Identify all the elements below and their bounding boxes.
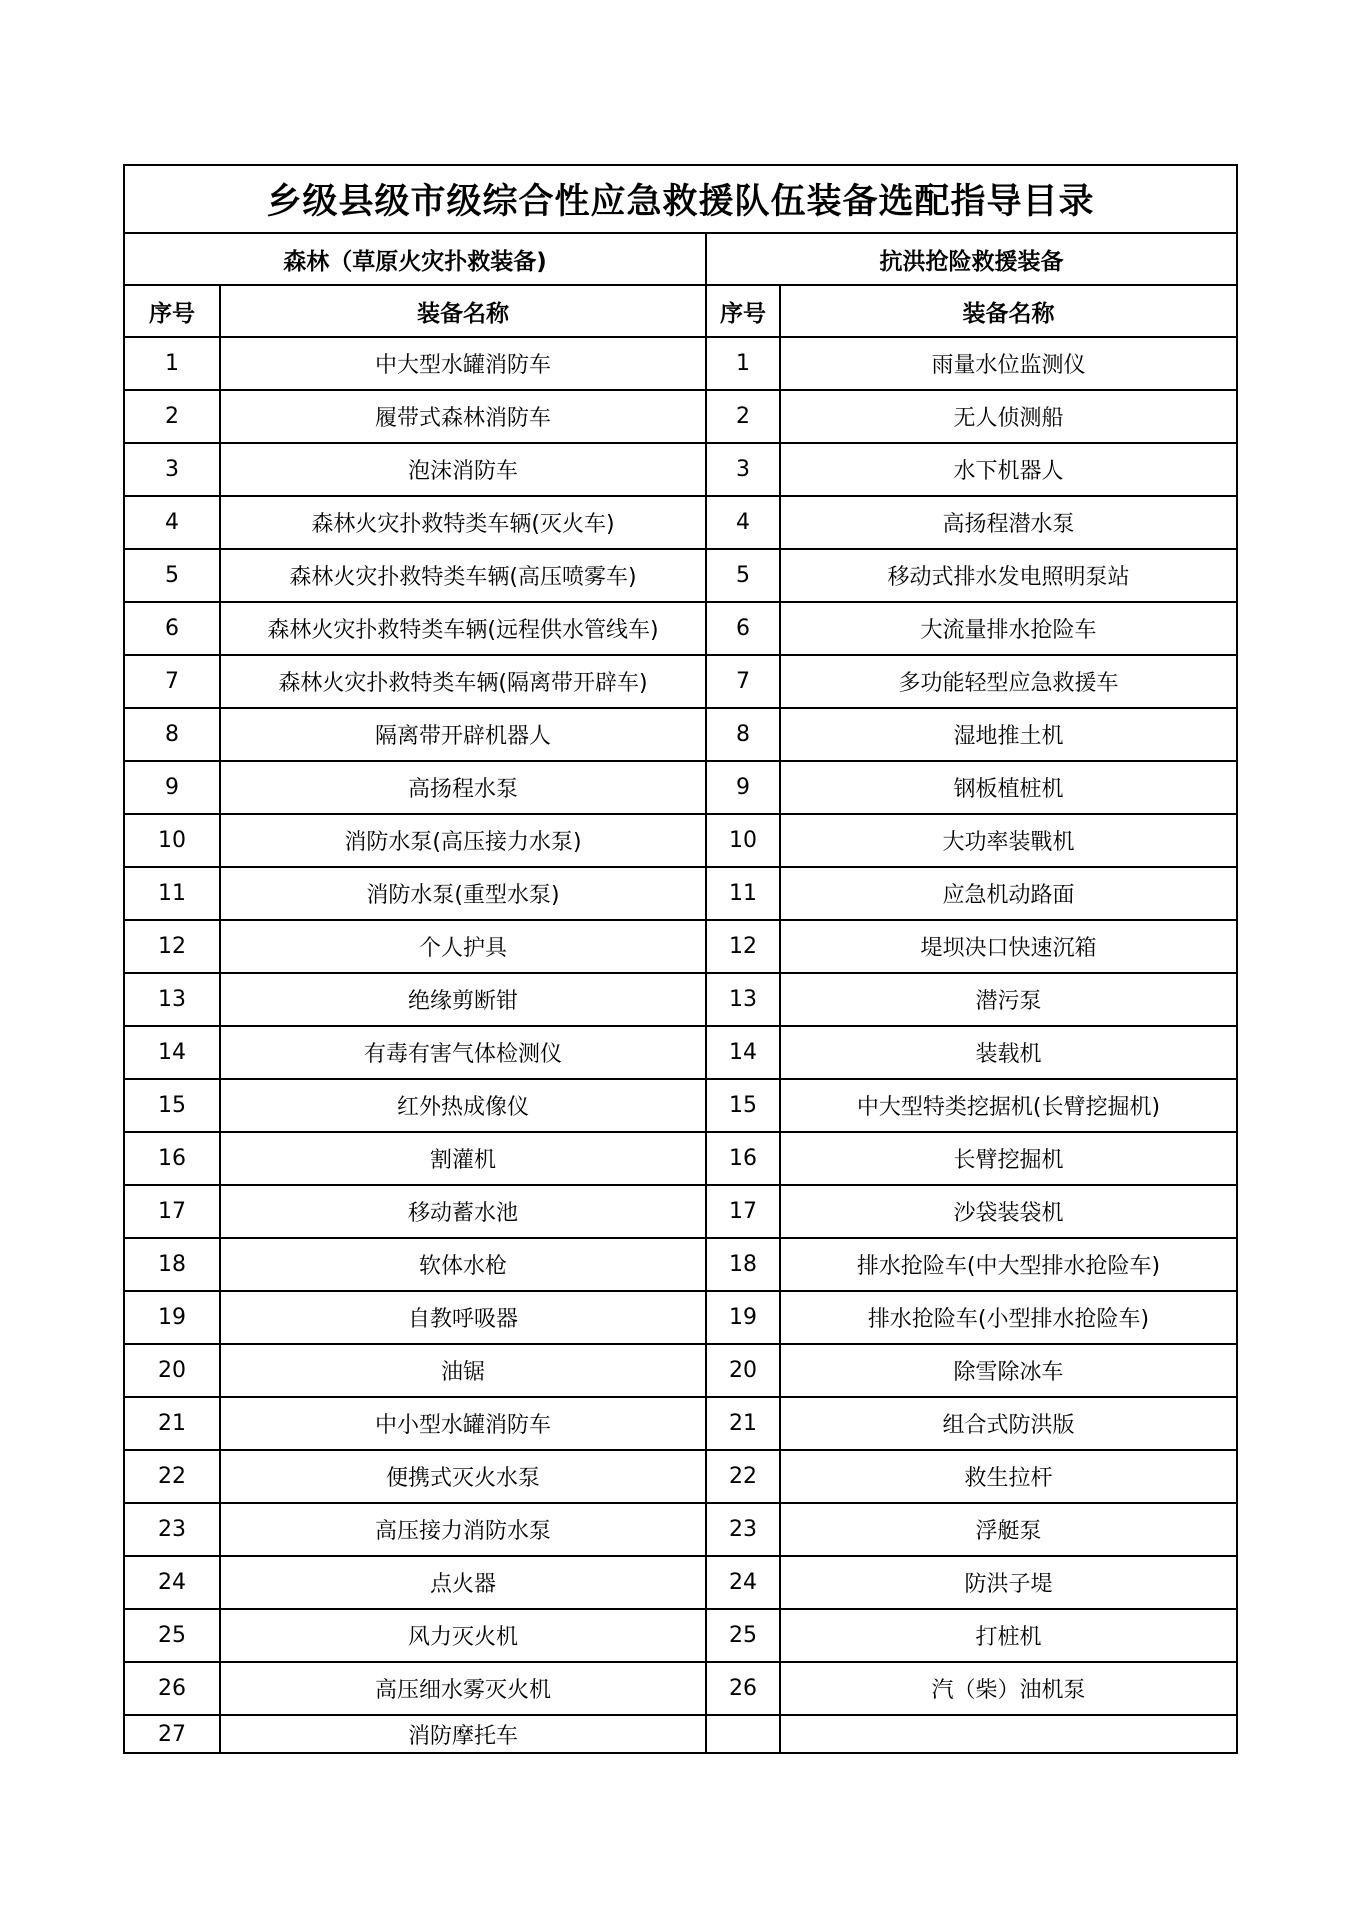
right-number-cell: 15 [706, 1079, 780, 1132]
left-number-cell: 4 [124, 496, 220, 549]
left-equipment-name-cell: 个人护具 [220, 920, 706, 973]
table-row [124, 1397, 1237, 1450]
table-row [124, 1132, 1237, 1185]
left-number-cell: 15 [124, 1079, 220, 1132]
column-header-right-number: 序号 [706, 285, 780, 337]
equipment-table [123, 164, 1238, 1754]
left-equipment-name-cell: 便携式灭火水泵 [220, 1450, 706, 1503]
right-number-cell: 10 [706, 814, 780, 867]
right-equipment-name-cell: 潜污泵 [780, 973, 1237, 1026]
table-row [124, 1291, 1237, 1344]
right-number-cell: 21 [706, 1397, 780, 1450]
column-header-left-number: 序号 [124, 285, 220, 337]
table-row [124, 1503, 1237, 1556]
table-row [124, 1079, 1237, 1132]
equipment-catalog-sheet [123, 164, 1236, 1754]
table-row [124, 337, 1237, 390]
right-number-cell: 23 [706, 1503, 780, 1556]
right-number-cell: 19 [706, 1291, 780, 1344]
right-equipment-name-cell: 组合式防洪版 [780, 1397, 1237, 1450]
right-equipment-name-cell [780, 1715, 1237, 1753]
right-equipment-name-cell: 钢板植桩机 [780, 761, 1237, 814]
right-equipment-name-cell: 水下机器人 [780, 443, 1237, 496]
table-row [124, 973, 1237, 1026]
right-number-cell: 18 [706, 1238, 780, 1291]
left-equipment-name-cell: 中大型水罐消防车 [220, 337, 706, 390]
section-heading-flood-rescue: 抗洪抢险救援装备 [706, 233, 1237, 285]
table-row [124, 1238, 1237, 1291]
right-equipment-name-cell: 大流量排水抢险车 [780, 602, 1237, 655]
table-row [124, 496, 1237, 549]
section-heading-forest-fire: 森林（草原火灾扑救装备) [124, 233, 706, 285]
left-number-cell: 10 [124, 814, 220, 867]
table-row [124, 390, 1237, 443]
left-number-cell: 2 [124, 390, 220, 443]
right-number-cell: 25 [706, 1609, 780, 1662]
right-equipment-name-cell: 沙袋装袋机 [780, 1185, 1237, 1238]
table-row [124, 1450, 1237, 1503]
right-number-cell: 12 [706, 920, 780, 973]
left-equipment-name-cell: 风力灭火机 [220, 1609, 706, 1662]
left-equipment-name-cell: 中小型水罐消防车 [220, 1397, 706, 1450]
right-number-cell: 16 [706, 1132, 780, 1185]
left-number-cell: 14 [124, 1026, 220, 1079]
right-equipment-name-cell: 装载机 [780, 1026, 1237, 1079]
left-equipment-name-cell: 消防水泵(高压接力水泵) [220, 814, 706, 867]
table-row [124, 1344, 1237, 1397]
right-number-cell: 2 [706, 390, 780, 443]
right-equipment-name-cell: 湿地推土机 [780, 708, 1237, 761]
left-number-cell: 19 [124, 1291, 220, 1344]
left-number-cell: 11 [124, 867, 220, 920]
right-number-cell [706, 1715, 780, 1753]
table-row [124, 443, 1237, 496]
table-row [124, 1662, 1237, 1715]
table-row [124, 602, 1237, 655]
right-number-cell: 9 [706, 761, 780, 814]
table-row [124, 655, 1237, 708]
left-number-cell: 23 [124, 1503, 220, 1556]
left-equipment-name-cell: 高压细水雾灭火机 [220, 1662, 706, 1715]
left-number-cell: 12 [124, 920, 220, 973]
table-title: 乡级县级市级综合性应急救援队伍装备选配指导目录 [124, 165, 1237, 233]
left-number-cell: 6 [124, 602, 220, 655]
column-header-left-equipment-name: 装备名称 [220, 285, 706, 337]
left-equipment-name-cell: 油锯 [220, 1344, 706, 1397]
left-equipment-name-cell: 高压接力消防水泵 [220, 1503, 706, 1556]
left-number-cell: 8 [124, 708, 220, 761]
left-number-cell: 3 [124, 443, 220, 496]
right-equipment-name-cell: 雨量水位监测仪 [780, 337, 1237, 390]
right-number-cell: 24 [706, 1556, 780, 1609]
table-row [124, 549, 1237, 602]
right-equipment-name-cell: 长臂挖掘机 [780, 1132, 1237, 1185]
left-number-cell: 13 [124, 973, 220, 1026]
left-equipment-name-cell: 绝缘剪断钳 [220, 973, 706, 1026]
right-equipment-name-cell: 除雪除冰车 [780, 1344, 1237, 1397]
table-row [124, 920, 1237, 973]
table-row [124, 708, 1237, 761]
right-equipment-name-cell: 排水抢险车(小型排水抢险车) [780, 1291, 1237, 1344]
right-equipment-name-cell: 移动式排水发电照明泵站 [780, 549, 1237, 602]
right-equipment-name-cell: 浮艇泵 [780, 1503, 1237, 1556]
table-row [124, 1556, 1237, 1609]
left-equipment-name-cell: 森林火灾扑救特类车辆(远程供水管线车) [220, 602, 706, 655]
right-number-cell: 17 [706, 1185, 780, 1238]
left-number-cell: 1 [124, 337, 220, 390]
column-header-right-equipment-name: 装备名称 [780, 285, 1237, 337]
left-equipment-name-cell: 消防水泵(重型水泵) [220, 867, 706, 920]
right-number-cell: 26 [706, 1662, 780, 1715]
left-equipment-name-cell: 有毒有害气体检测仪 [220, 1026, 706, 1079]
left-number-cell: 18 [124, 1238, 220, 1291]
right-equipment-name-cell: 打桩机 [780, 1609, 1237, 1662]
left-number-cell: 9 [124, 761, 220, 814]
table-row [124, 814, 1237, 867]
right-number-cell: 5 [706, 549, 780, 602]
right-number-cell: 11 [706, 867, 780, 920]
left-equipment-name-cell: 点火器 [220, 1556, 706, 1609]
table-row [124, 761, 1237, 814]
left-equipment-name-cell: 软体水枪 [220, 1238, 706, 1291]
right-number-cell: 3 [706, 443, 780, 496]
left-equipment-name-cell: 泡沫消防车 [220, 443, 706, 496]
right-equipment-name-cell: 大功率装戰机 [780, 814, 1237, 867]
left-equipment-name-cell: 森林火灾扑救特类车辆(灭火车) [220, 496, 706, 549]
left-number-cell: 25 [124, 1609, 220, 1662]
right-number-cell: 7 [706, 655, 780, 708]
right-equipment-name-cell: 高扬程潜水泵 [780, 496, 1237, 549]
left-equipment-name-cell: 森林火灾扑救特类车辆(高压喷雾车) [220, 549, 706, 602]
right-equipment-name-cell: 无人侦测船 [780, 390, 1237, 443]
left-equipment-name-cell: 隔离带开辟机器人 [220, 708, 706, 761]
right-equipment-name-cell: 汽（柴）油机泵 [780, 1662, 1237, 1715]
left-number-cell: 16 [124, 1132, 220, 1185]
left-number-cell: 5 [124, 549, 220, 602]
left-equipment-name-cell: 红外热成像仪 [220, 1079, 706, 1132]
right-number-cell: 22 [706, 1450, 780, 1503]
left-equipment-name-cell: 自教呼吸器 [220, 1291, 706, 1344]
table-row [124, 867, 1237, 920]
left-equipment-name-cell: 森林火灾扑救特类车辆(隔离带开辟车) [220, 655, 706, 708]
right-number-cell: 13 [706, 973, 780, 1026]
right-equipment-name-cell: 堤坝决口快速沉箱 [780, 920, 1237, 973]
right-equipment-name-cell: 救生拉杆 [780, 1450, 1237, 1503]
right-equipment-name-cell: 应急机动路面 [780, 867, 1237, 920]
right-number-cell: 14 [706, 1026, 780, 1079]
left-number-cell: 26 [124, 1662, 220, 1715]
left-number-cell: 24 [124, 1556, 220, 1609]
table-row [124, 1715, 1237, 1753]
right-equipment-name-cell: 多功能轻型应急救援车 [780, 655, 1237, 708]
left-number-cell: 20 [124, 1344, 220, 1397]
table-row [124, 1609, 1237, 1662]
right-number-cell: 20 [706, 1344, 780, 1397]
left-number-cell: 7 [124, 655, 220, 708]
table-row [124, 1026, 1237, 1079]
left-equipment-name-cell: 履带式森林消防车 [220, 390, 706, 443]
left-number-cell: 21 [124, 1397, 220, 1450]
left-number-cell: 27 [124, 1715, 220, 1753]
right-equipment-name-cell: 排水抢险车(中大型排水抢险车) [780, 1238, 1237, 1291]
right-number-cell: 8 [706, 708, 780, 761]
left-number-cell: 22 [124, 1450, 220, 1503]
left-equipment-name-cell: 割灌机 [220, 1132, 706, 1185]
right-number-cell: 4 [706, 496, 780, 549]
left-equipment-name-cell: 移动蓄水池 [220, 1185, 706, 1238]
right-equipment-name-cell: 中大型特类挖据机(长臂挖掘机) [780, 1079, 1237, 1132]
left-equipment-name-cell: 消防摩托车 [220, 1715, 706, 1753]
right-equipment-name-cell: 防洪子堤 [780, 1556, 1237, 1609]
right-number-cell: 1 [706, 337, 780, 390]
left-equipment-name-cell: 高扬程水泵 [220, 761, 706, 814]
left-number-cell: 17 [124, 1185, 220, 1238]
right-number-cell: 6 [706, 602, 780, 655]
table-row [124, 1185, 1237, 1238]
